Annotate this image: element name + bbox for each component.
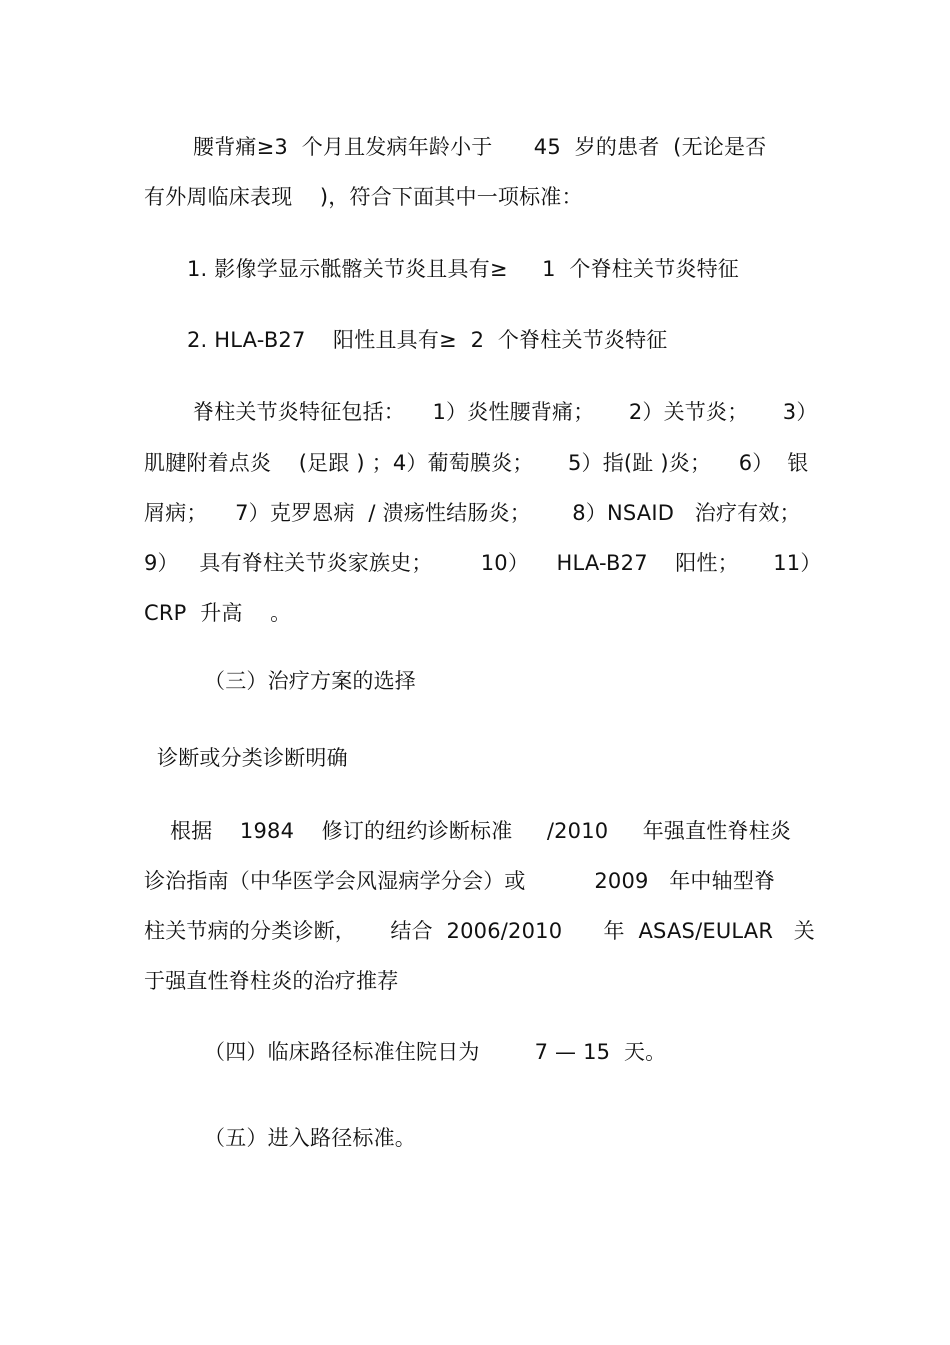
features-line1: 脊柱关节炎特征包括： 1）炎性腰背痛； 2）关节炎； 3）: [193, 400, 818, 424]
basis-line3: 柱关节病的分类诊断， 结合 2006/2010 年 ASAS/EULAR 关: [144, 919, 815, 943]
features-line2: 肌腱附着点炎 (足跟 ) ；4）葡萄膜炎； 5）指(趾 )炎； 6） 银: [144, 451, 809, 475]
features-line4: 9） 具有脊柱关节炎家族史； 10） HLA-B27 阳性； 11）: [144, 551, 822, 575]
para1-line2: 有外周临床表现 )，符合下面其中一项标准：: [144, 185, 583, 209]
section5-heading: （五）进入路径标准。: [204, 1126, 416, 1150]
section3-subheading: 诊断或分类诊断明确: [157, 746, 348, 770]
basis-line1: 根据 1984 修订的纽约诊断标准 /2010 年强直性脊柱炎: [170, 819, 792, 843]
criteria-item-2: 2. HLA-B27 阳性且具有≥ 2 个脊柱关节炎特征: [187, 328, 668, 352]
section4-heading: （四）临床路径标准住院日为 7 — 15 天。: [204, 1040, 667, 1064]
features-line3: 屑病； 7）克罗恩病 / 溃疡性结肠炎； 8）NSAID 治疗有效；: [144, 501, 801, 525]
criteria-item-1: 1. 影像学显示骶髂关节炎且具有≥ 1 个脊柱关节炎特征: [187, 257, 739, 281]
features-line5: CRP 升高 。: [144, 601, 292, 625]
section3-heading: （三）治疗方案的选择: [204, 669, 416, 693]
basis-line2: 诊治指南（中华医学会风湿病学分会）或 2009 年中轴型脊: [144, 869, 776, 893]
basis-line4: 于强直性脊柱炎的治疗推荐: [144, 969, 399, 993]
para1-line1: 腰背痛≥3 个月且发病年龄小于 45 岁的患者 (无论是否: [193, 135, 767, 159]
